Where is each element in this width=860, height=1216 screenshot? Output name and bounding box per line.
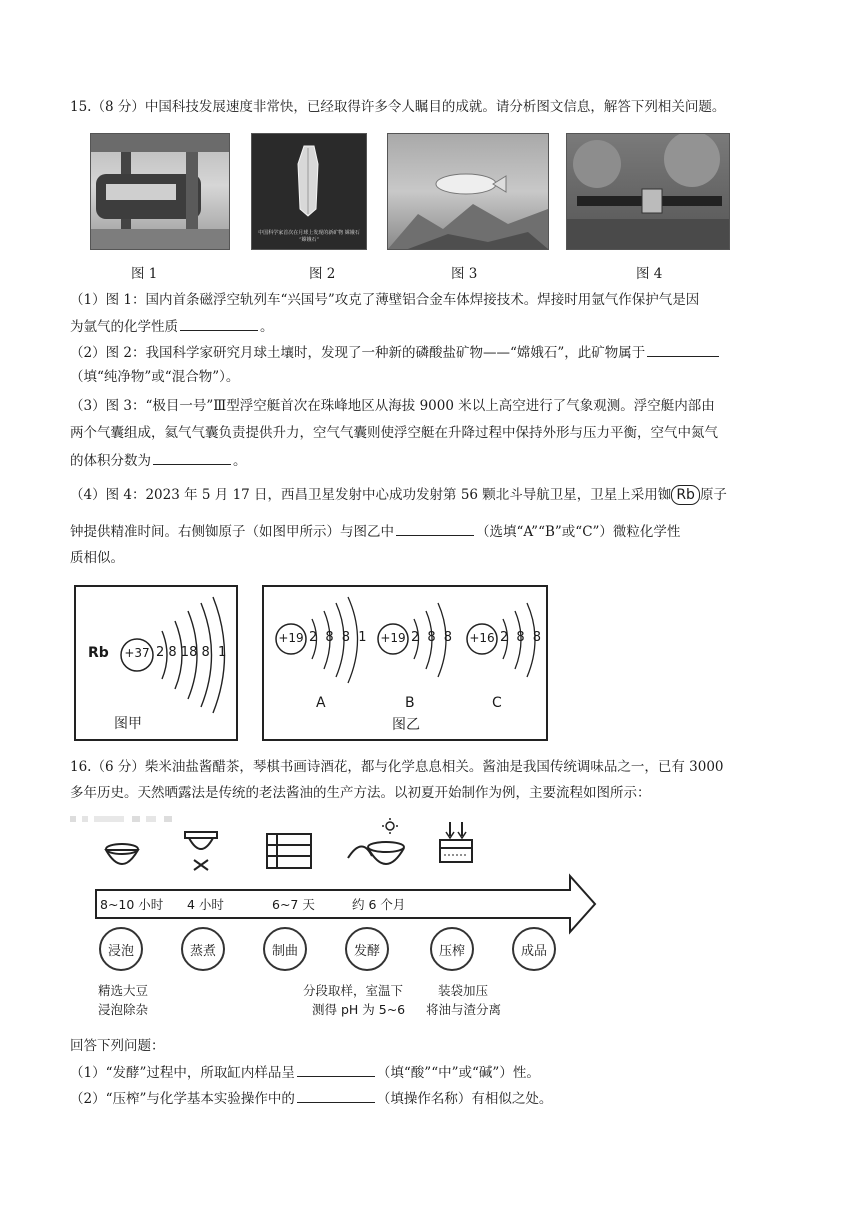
q15-part4-text2: 钟提供精准时间。右侧铷原子（如图甲所示）与图乙中 bbox=[70, 524, 394, 540]
rb-symbol: Rb bbox=[671, 485, 700, 505]
yi-c-letter: C bbox=[492, 695, 502, 711]
diagram-yi bbox=[262, 585, 548, 741]
fig1-caption: 图 1 bbox=[131, 266, 158, 282]
note-ferment-2: 测得 pH 为 5~6 bbox=[312, 1002, 406, 1017]
q15-part3-line2: 两个气囊组成，氦气气囊负责提供升力，空气气囊则使浮空艇在升降过程中保持外形与压力平衡，空气中氮气 bbox=[70, 425, 718, 441]
ferment-jar-sun-icon bbox=[348, 818, 404, 864]
soak-bowl-icon bbox=[106, 844, 138, 864]
duration-ferment: 约 6 个月 bbox=[352, 897, 406, 912]
q15-part4-text: （4）图 4：2023 年 5 月 17 日，西昌卫星发射中心成功发射第 56 颗北斗导航卫星，卫星上采用铷 bbox=[70, 487, 672, 503]
yi-label: 图乙 bbox=[392, 717, 420, 733]
fig3-caption: 图 3 bbox=[451, 266, 478, 282]
q15-part4-text2-end: （选填“A”“B”或“C”）微粒化学性 bbox=[476, 524, 681, 540]
step-product: 成品 bbox=[512, 927, 556, 971]
koji-shelf-icon bbox=[267, 834, 311, 868]
q15-part4-line1 bbox=[70, 485, 798, 505]
fig2-overlay-text: 中国科学家首次在月球上发现的新矿物 嫦娥石 “嫦娥石” bbox=[258, 230, 360, 243]
q16-part2-text: （2）“压榨”与化学基本实验操作中的 bbox=[70, 1091, 295, 1107]
yi-b-letter: B bbox=[405, 695, 415, 711]
duration-koji: 6~7 天 bbox=[272, 897, 315, 912]
q16-part1 bbox=[70, 1062, 798, 1083]
q15-part4-line3: 质相似。 bbox=[70, 550, 124, 566]
rb-atom-shells bbox=[76, 587, 236, 739]
q15-part1-text: 为氩气的化学性质 bbox=[70, 319, 178, 335]
q15-part2-line2: （填“纯净物”或“混合物”）。 bbox=[70, 369, 240, 385]
step-soak: 浸泡 bbox=[99, 927, 143, 971]
fig2-mineral-photo bbox=[251, 133, 367, 250]
q15-part1-end: 。 bbox=[260, 319, 274, 335]
fig2-caption: 图 2 bbox=[309, 266, 336, 282]
step-koji: 制曲 bbox=[263, 927, 307, 971]
q15-part2-line1 bbox=[70, 342, 798, 363]
maglev-train-icon bbox=[91, 134, 229, 249]
q16-line2: 多年历史。天然晒露法是传统的老法酱油的生产方法。以初夏开始制作为例，主要流程如图所示： bbox=[70, 785, 651, 801]
q15-part1-line2 bbox=[70, 316, 798, 337]
yi-a-letter: A bbox=[316, 695, 326, 711]
q16-part2 bbox=[70, 1088, 798, 1109]
step-cook: 蒸煮 bbox=[181, 927, 225, 971]
diagram-jia bbox=[74, 585, 238, 741]
yi-c-nucleus: +16 bbox=[469, 631, 495, 645]
q15-part1-line1: （1）图 1：国内首条磁浮空轨列车“兴国号”攻克了薄壁铝合金车体焊接技术。焊接时用氩气作保护气是因 bbox=[70, 292, 700, 308]
note-press-2: 将油与渣分离 bbox=[426, 1002, 502, 1017]
note-press-1: 装袋加压 bbox=[438, 983, 489, 998]
note-ferment-1: 分段取样，室温下 bbox=[303, 983, 404, 998]
answer-blank-5[interactable] bbox=[297, 1062, 375, 1077]
q16-line1: 16.（6 分）柴米油盐酱醋茶，琴棋书画诗酒花，都与化学息息相关。酱油是我国传统调味品之一，已有 3000 bbox=[70, 759, 724, 775]
duration-soak: 8~10 小时 bbox=[100, 897, 164, 912]
q15-part4-line2 bbox=[70, 521, 798, 542]
steamer-icon bbox=[185, 832, 217, 870]
note-soak-1: 精选大豆 bbox=[98, 983, 149, 998]
q15-part2-text: （2）图 2：我国科学家研究月球土壤时，发现了一种新的磷酸盐矿物——“嫦娥石”，此矿物属于 bbox=[70, 345, 646, 361]
fig4-satellite-photo bbox=[566, 133, 730, 250]
process-arrow bbox=[96, 876, 595, 932]
answer-blank-1[interactable] bbox=[180, 316, 258, 331]
yi-a-nucleus: +19 bbox=[278, 631, 304, 645]
jia-nucleus: +37 bbox=[124, 646, 150, 660]
q15-intro: 15.（8 分）中国科技发展速度非常快，已经取得许多令人瞩目的成就。请分析图文信息，解答下列相关问题。 bbox=[70, 99, 726, 115]
jia-shells: 2 8 18 8 1 bbox=[156, 645, 227, 660]
fig4-caption: 图 4 bbox=[636, 266, 663, 282]
q15-part3-line1: （3）图 3：“极目一号”Ⅲ型浮空艇首次在珠峰地区从海拔 9000 米以上高空进行了气象观测。浮空艇内部由 bbox=[70, 398, 715, 414]
jia-label: 图甲 bbox=[114, 716, 142, 732]
q15-part4-text-end: 原子 bbox=[699, 487, 727, 503]
fig1-maglev-photo bbox=[90, 133, 230, 250]
q15-part3-text: 的体积分数为 bbox=[70, 453, 151, 469]
q16-part1-text: （1）“发酵”过程中，所取缸内样品呈 bbox=[70, 1065, 295, 1081]
press-icon bbox=[440, 822, 472, 862]
answer-blank-2[interactable] bbox=[647, 342, 719, 357]
process-flow-illustration bbox=[90, 818, 600, 938]
yi-b-nucleus: +19 bbox=[380, 631, 406, 645]
yi-b-shells: 2 8 8 bbox=[411, 630, 453, 645]
duration-cook: 4 小时 bbox=[187, 897, 224, 912]
satellite-icon bbox=[567, 134, 729, 249]
note-soak-2: 浸泡除杂 bbox=[98, 1002, 149, 1017]
yi-c-shells: 2 8 8 bbox=[500, 630, 542, 645]
answer-blank-4[interactable] bbox=[396, 521, 474, 536]
q16-part2-end: （填操作名称）有相似之处。 bbox=[376, 1091, 553, 1107]
yi-a-shells: 2 8 8 1 bbox=[309, 630, 367, 645]
q16-part1-end: （填“酸”“中”或“碱”）性。 bbox=[376, 1065, 540, 1081]
airship-icon bbox=[388, 134, 548, 249]
answer-blank-3[interactable] bbox=[153, 450, 231, 465]
step-ferment: 发酵 bbox=[345, 927, 389, 971]
fig3-airship-photo bbox=[387, 133, 549, 250]
q15-part3-end: 。 bbox=[233, 453, 247, 469]
q16-answer-intro: 回答下列问题： bbox=[70, 1038, 165, 1054]
answer-blank-6[interactable] bbox=[297, 1088, 375, 1103]
jia-element: Rb bbox=[88, 645, 109, 661]
q15-part3-line3 bbox=[70, 450, 798, 471]
step-press: 压榨 bbox=[430, 927, 474, 971]
